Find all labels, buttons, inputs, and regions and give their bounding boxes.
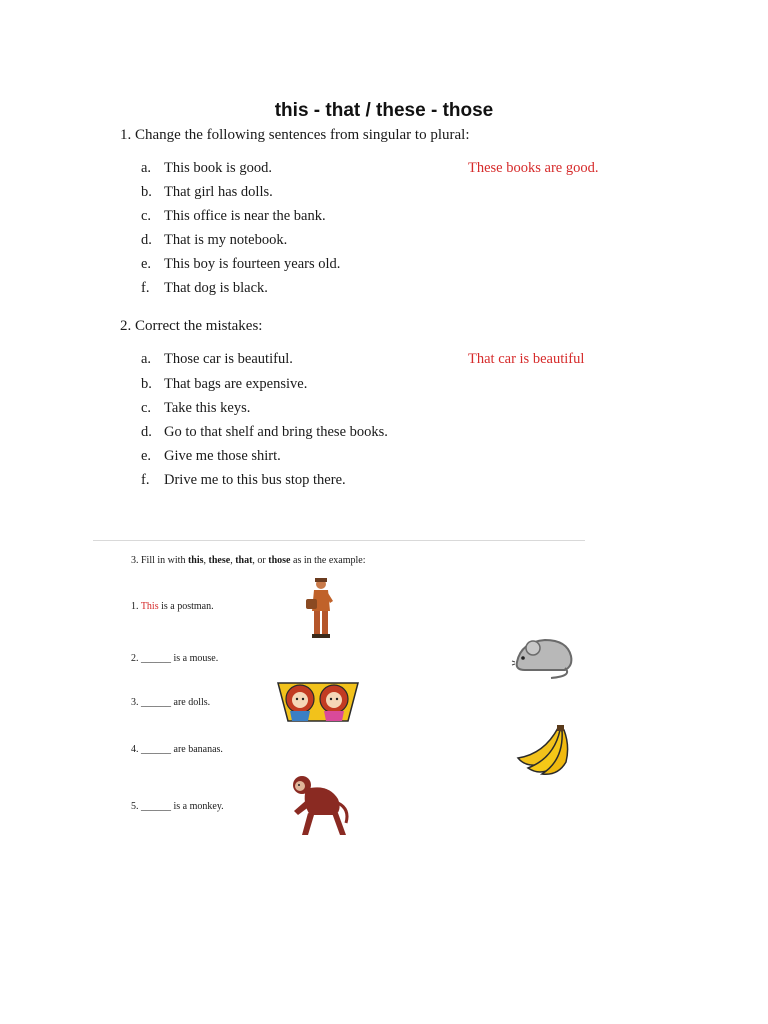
item-letter: e. — [141, 448, 152, 464]
item-sentence: Take this keys. — [164, 400, 251, 416]
monkey-illustration — [288, 773, 352, 839]
section-divider — [93, 540, 585, 541]
dolls-illustration — [276, 679, 360, 723]
item-answer: That car is beautiful — [468, 351, 585, 367]
page-title: this - that / these - those — [274, 100, 494, 121]
fill-number: 5. — [131, 801, 139, 812]
item-letter: f. — [141, 280, 150, 296]
fill-number: 4. — [131, 744, 139, 755]
fill-blank: ______ — [141, 744, 171, 755]
item-letter: b. — [141, 184, 152, 200]
item-letter: b. — [141, 376, 152, 392]
section3-instruction — [131, 555, 365, 566]
item-sentence: Those car is beautiful. — [164, 351, 293, 367]
fill-blank: ______ — [141, 653, 171, 664]
item-letter: c. — [141, 208, 152, 224]
instruction-separator: , — [203, 555, 209, 566]
mouse-illustration — [511, 634, 581, 680]
item-answer: These books are good. — [468, 160, 599, 176]
item-letter: d. — [141, 424, 152, 440]
fill-answer: This — [140, 601, 159, 612]
fill-text: is a monkey. — [171, 801, 224, 812]
instruction-separator: , or — [252, 555, 269, 566]
item-sentence: Go to that shelf and bring these books. — [164, 424, 388, 440]
item-sentence: That girl has dolls. — [164, 184, 273, 200]
fill-item — [131, 601, 214, 612]
item-sentence: That dog is black. — [164, 280, 268, 296]
instruction-text: 3. Fill in with — [131, 555, 188, 566]
fill-number: 2. — [131, 653, 139, 664]
section1-instruction: 1. Change the following sentences from singular to plural: — [120, 127, 470, 143]
item-sentence: Drive me to this bus stop there. — [164, 472, 346, 488]
item-sentence: Give me those shirt. — [164, 448, 281, 464]
fill-blank: ______ — [141, 697, 171, 708]
fill-item — [131, 653, 218, 664]
item-sentence: This book is good. — [164, 160, 272, 176]
fill-text: is a postman. — [158, 601, 214, 612]
fill-item — [131, 744, 223, 755]
item-letter: e. — [141, 256, 152, 272]
fill-number: 1. — [131, 601, 139, 612]
item-letter: f. — [141, 472, 150, 488]
fill-text: are bananas. — [171, 744, 223, 755]
fill-text: is a mouse. — [171, 653, 219, 664]
keyword-this: this — [187, 555, 204, 566]
instruction-separator: , — [230, 555, 236, 566]
fill-number: 3. — [131, 697, 139, 708]
item-sentence: That bags are expensive. — [164, 376, 308, 392]
fill-blank: ______ — [141, 801, 171, 812]
keyword-those: those — [268, 555, 291, 566]
fill-text: are dolls. — [171, 697, 211, 708]
item-letter: a. — [141, 160, 152, 176]
item-letter: c. — [141, 400, 152, 416]
postman-illustration — [302, 577, 336, 639]
item-sentence: This boy is fourteen years old. — [164, 256, 341, 272]
fill-item — [131, 697, 210, 708]
fill-item — [131, 801, 224, 812]
instruction-text: as in the example: — [290, 555, 366, 566]
item-letter: d. — [141, 232, 152, 248]
keyword-that: that — [235, 555, 253, 566]
section2-instruction: 2. Correct the mistakes: — [120, 318, 263, 334]
bananas-illustration — [514, 724, 570, 776]
item-letter: a. — [141, 351, 152, 367]
keyword-these: these — [208, 555, 231, 566]
item-sentence: That is my notebook. — [164, 232, 288, 248]
item-sentence: This office is near the bank. — [164, 208, 326, 224]
